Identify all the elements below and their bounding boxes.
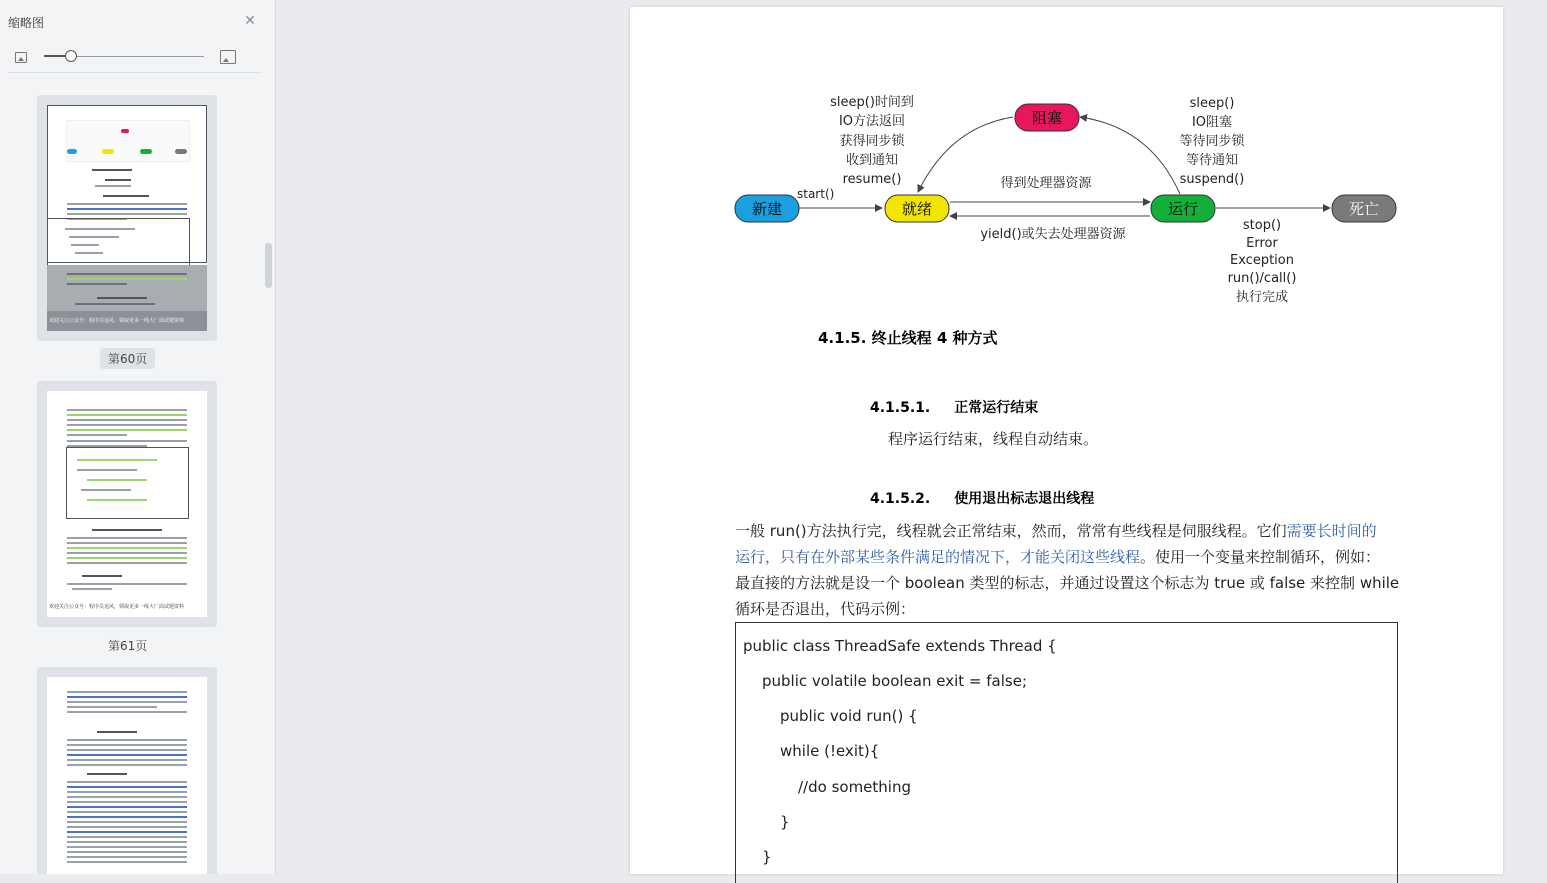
state-new: [735, 195, 799, 222]
sidebar-title: 缩略图: [8, 16, 45, 30]
code-line: public volatile boolean exit = false;: [762, 672, 1027, 690]
code-line: public class ThreadSafe extends Thread {: [743, 637, 1057, 655]
label-start: start(): [797, 187, 835, 201]
thumbnail-sidebar: [0, 0, 276, 874]
state-running-label: 运行: [1167, 200, 1199, 218]
thumbnail-preview: [47, 391, 207, 617]
svg-text:Exception: Exception: [1230, 253, 1294, 268]
svg-text:sleep()时间到: sleep()时间到: [830, 95, 914, 110]
thumbnail-zoom-control: [0, 46, 275, 68]
thumbnail-page-61[interactable]: [37, 381, 217, 627]
thumbnail-label-60[interactable]: 第60页: [100, 348, 155, 369]
state-blocked-label: 阻塞: [1031, 109, 1063, 127]
svg-text:等待同步锁: 等待同步锁: [1179, 134, 1245, 149]
state-ready: [885, 195, 949, 222]
close-icon[interactable]: ✕: [244, 13, 256, 29]
para-text: 最直接的方法就是设一个 boolean 类型的标志，并通过设置这个标志为 true 或 false 来控制 while: [735, 574, 1400, 592]
sidebar-divider: [8, 72, 262, 73]
section-heading-4-1-5-1: [870, 397, 1038, 417]
state-ready-label: 就绪: [901, 200, 933, 218]
section-heading-4-1-5-2: [870, 488, 1094, 508]
code-line: while (!exit){: [780, 742, 880, 760]
thumbnail-footer: 欢迎关注公众号：程序员追风，领取更多一线大厂面试题资料: [49, 318, 185, 324]
thumbnail-preview: [47, 677, 207, 874]
code-line: }: [780, 813, 790, 831]
heading-title: 使用退出标志退出线程: [954, 491, 1095, 507]
state-running: [1151, 195, 1215, 222]
svg-text:sleep(): sleep(): [1189, 96, 1235, 111]
thumbnail-label-61[interactable]: 第61页: [108, 639, 148, 653]
zoom-slider-fill: [44, 55, 66, 57]
label-run-to-dead: [1228, 218, 1297, 305]
para-text: 一般 run()方法执行完，线程就会正常结束，然而，常常有些线程是伺服线程。它们: [735, 522, 1287, 540]
code-line: //do something: [798, 778, 911, 796]
thumbnail-footer: 欢迎关注公众号：程序员追风，领取更多一线大厂面试题资料: [49, 604, 185, 610]
svg-text:suspend(): suspend(): [1179, 172, 1245, 187]
svg-text:IO阻塞: IO阻塞: [1191, 115, 1233, 130]
paragraph-exit-flag: [735, 518, 1407, 622]
thumbnail-viewport-frame[interactable]: [47, 105, 207, 263]
para-text: 循环是否退出，代码示例：: [735, 600, 916, 618]
state-dead-label: 死亡: [1348, 200, 1380, 218]
thread-state-diagram: [630, 7, 1503, 327]
para-highlight: 运行，只有在外部某些条件满足的情况下，才能关闭这些线程: [735, 548, 1141, 566]
svg-text:获得同步锁: 获得同步锁: [839, 134, 905, 149]
label-to-run: 得到处理器资源: [1000, 176, 1092, 191]
svg-text:stop(): stop(): [1242, 218, 1282, 233]
zoom-slider-thumb[interactable]: [65, 50, 77, 62]
svg-text:run()/call(): run()/call(): [1227, 271, 1297, 286]
label-run-to-block: [1179, 96, 1245, 187]
code-block: [735, 622, 1398, 883]
sidebar-scrollbar[interactable]: [265, 243, 272, 288]
document-page: [630, 7, 1503, 874]
image-large-icon[interactable]: [220, 50, 236, 64]
svg-text:等待通知: 等待通知: [1185, 153, 1239, 168]
thumbnail-page-60[interactable]: [37, 95, 217, 341]
image-small-icon[interactable]: [15, 52, 27, 63]
para-highlight: 需要长时间的: [1286, 522, 1377, 540]
svg-text:Error: Error: [1246, 236, 1278, 251]
svg-text:IO方法返回: IO方法返回: [838, 114, 906, 129]
label-block-to-ready: [830, 94, 914, 187]
svg-text:执行完成: 执行完成: [1235, 290, 1289, 305]
state-new-label: 新建: [751, 200, 783, 218]
label-to-ready: yield()或失去处理器资源: [980, 227, 1126, 242]
heading-title: 正常运行结束: [954, 400, 1039, 416]
svg-text:收到通知: 收到通知: [845, 153, 899, 168]
state-dead: [1332, 195, 1396, 222]
state-blocked: [1015, 104, 1079, 131]
heading-number: 4.1.5.1.: [870, 400, 931, 416]
code-line: }: [762, 848, 772, 866]
thumbnail-page-62[interactable]: [37, 667, 217, 874]
svg-text:resume(): resume(): [842, 172, 902, 187]
code-line: public void run() {: [780, 707, 918, 725]
heading-number: 4.1.5.2.: [870, 491, 931, 507]
section-heading-4-1-5: 4.1.5. 终止线程 4 种方式: [818, 329, 998, 347]
para-text: 。使用一个变量来控制循环，例如：: [1140, 548, 1381, 566]
paragraph-normal-end: 程序运行结束，线程自动结束。: [888, 430, 1099, 448]
